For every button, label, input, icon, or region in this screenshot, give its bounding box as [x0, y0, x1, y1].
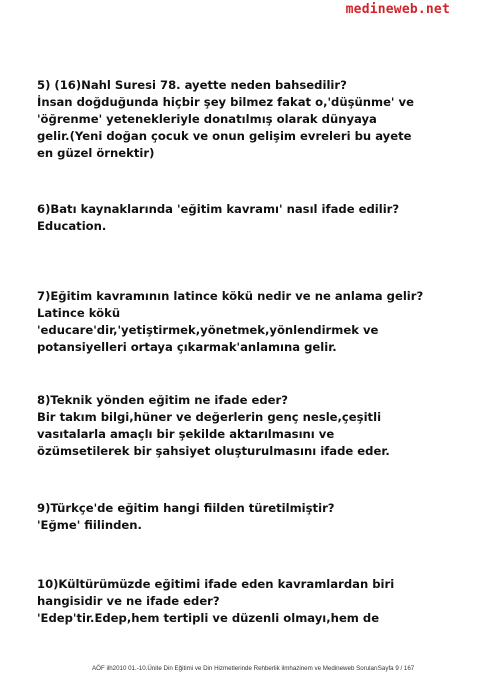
answer-line: Latince kökü: [37, 306, 121, 320]
answer-line: gelir.(Yeni doğan çocuk ve onun gelişim evreleri bu ayete: [37, 129, 412, 143]
answer-line: 'öğrenme' yetenekleriyle donatılmış olarak dünyaya: [37, 112, 377, 126]
qa-block-5: [37, 77, 457, 162]
site-brand: medineweb.net: [345, 2, 450, 17]
answer-line: en güzel örnektir): [37, 146, 155, 160]
question-text: 6)Batı kaynaklarında 'eğitim kavramı' nasıl ifade edilir?: [37, 202, 400, 216]
question-text: 7)Eğitim kavramının latince kökü nedir ve ne anlama gelir?: [37, 289, 424, 303]
answer-line: 'Edep'tir.Edep,hem tertipli ve düzenli olmayı,hem de: [37, 611, 380, 625]
question-text: 9)Türkçe'de eğitim hangi fiilden türetilmiştir?: [37, 501, 335, 515]
page-footer: AÖF ilh2010 01.-10.Ünite Din Eğitimi ve Din Hizmetlerinde Rehberlik ilmhazinem ve Medineweb SorularıSayfa 9 / 167: [92, 665, 415, 672]
question-text: hangisidir ve ne ifade eder?: [37, 594, 220, 608]
qa-block-8: [37, 392, 457, 460]
answer-line: Education.: [37, 219, 107, 233]
qa-block-10: [37, 576, 457, 627]
qa-block-6: [37, 201, 457, 235]
answer-line: potansiyelleri ortaya çıkarmak'anlamına gelir.: [37, 340, 337, 354]
question-text: 10)Kültürümüzde eğitimi ifade eden kavramlardan biri: [37, 577, 395, 591]
answer-line: 'Eğme' fiilinden.: [37, 518, 142, 532]
question-text: 8)Teknik yönden eğitim ne ifade eder?: [37, 393, 288, 407]
question-text: 5) (16)Nahl Suresi 78. ayette neden bahsedilir?: [37, 78, 347, 92]
answer-line: 'educare'dir,'yetiştirmek,yönetmek,yönlendirmek ve: [37, 323, 379, 337]
qa-block-7: [37, 288, 457, 356]
answer-line: Bir takım bilgi,hüner ve değerlerin genç nesle,çeşitli: [37, 410, 382, 424]
answer-line: İnsan doğduğunda hiçbir şey bilmez fakat o,'düşünme' ve: [37, 95, 414, 109]
answer-line: vasıtalarla amaçlı bir şekilde aktarılmasını ve: [37, 427, 335, 441]
answer-line: özümsetilerek bir şahsiyet oluşturulmasını ifade eder.: [37, 444, 390, 458]
qa-block-9: [37, 500, 457, 534]
